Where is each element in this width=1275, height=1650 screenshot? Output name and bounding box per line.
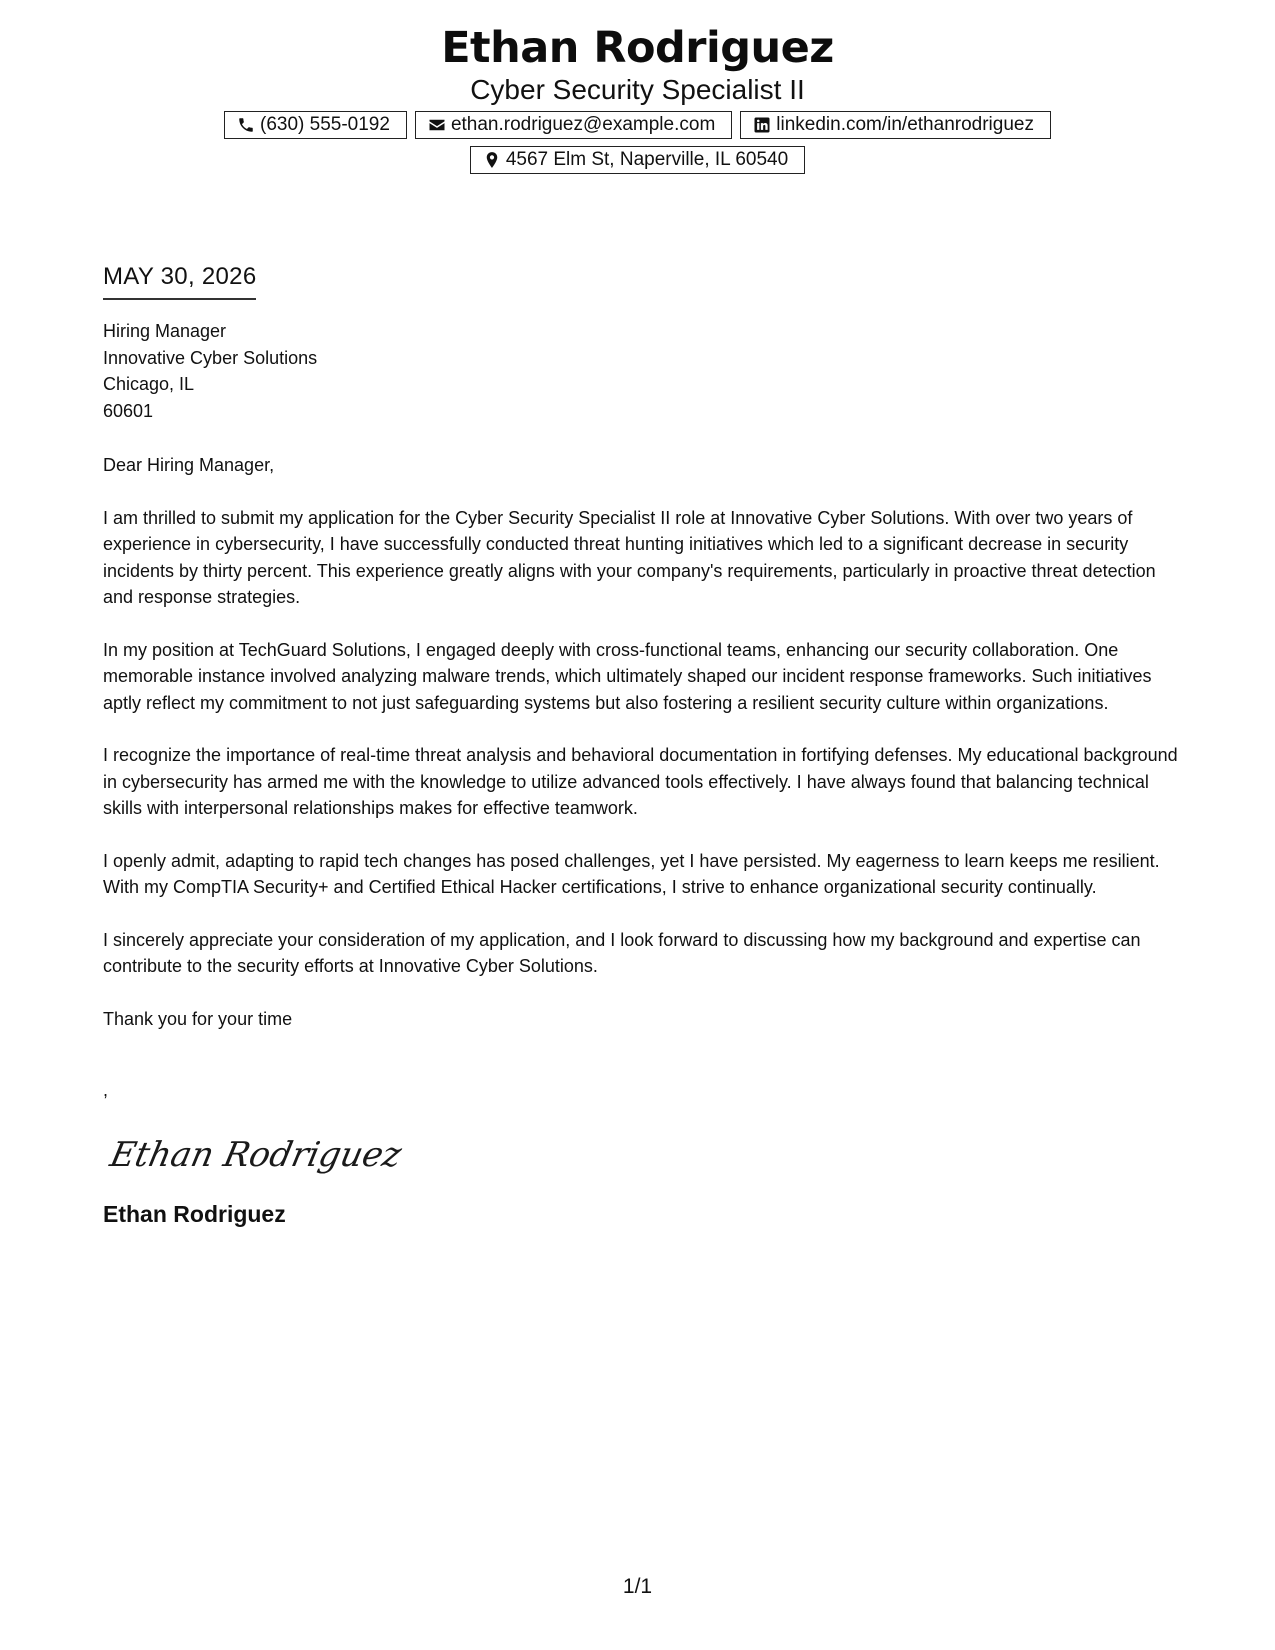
- envelope-icon: [428, 116, 446, 134]
- linkedin-contact[interactable]: [740, 111, 1051, 139]
- recipient-company: Innovative Cyber Solutions: [103, 347, 318, 368]
- letter-header: [0, 22, 1275, 174]
- body-paragraph: I openly admit, adapting to rapid tech changes has posed challenges, yet I have persisted. My eagerness to learn keeps me resilient. With my CompTIA Security+ and Certified Ethical Hacker certifications, I strive to enhance organizational security continually.: [103, 850, 1160, 897]
- letter-body: [103, 262, 1178, 1228]
- salutation: Dear Hiring Manager,: [103, 455, 275, 475]
- phone-contact[interactable]: [224, 111, 407, 139]
- recipient-zip: 60601: [103, 400, 154, 421]
- body-paragraph: I recognize the importance of real-time threat analysis and behavioral documentation in fortifying defenses. My educational background in cybersecurity has armed me with the knowledge to utilize advanced tools effectively. I have always found that balancing technical skills with interpersonal relationships makes for effective teamwork.: [103, 745, 1178, 818]
- linkedin-icon: [753, 116, 771, 134]
- closing-comma: ,: [103, 1080, 109, 1100]
- body-paragraph: I sincerely appreciate your consideration of my application, and I look forward to discussing how my background and expertise can contribute to the security efforts at Innovative Cyber Solutions.: [103, 929, 1141, 976]
- recipient-name: Hiring Manager: [103, 321, 227, 341]
- closing-line: Thank you for your time: [103, 1008, 293, 1029]
- address-contact[interactable]: [470, 146, 805, 174]
- email-text: ethan.rodriguez@example.com: [450, 114, 716, 135]
- job-title: Cyber Security Specialist II: [470, 74, 805, 105]
- linkedin-text: linkedin.com/in/ethanrodriguez: [776, 114, 1034, 135]
- applicant-name: Ethan Rodriguez: [441, 23, 834, 73]
- recipient-city: Chicago, IL: [103, 374, 195, 394]
- body-paragraph: I am thrilled to submit my application for the Cyber Security Specialist II role at Innovative Cyber Solutions. With over two years of experience in cybersecurity, I have successfully conducted threat hunting initiatives which led to a significant decrease in security incidents by thirty percent. This experience greatly aligns with your company's requirements, particularly in proactive threat detection and response strategies.: [103, 507, 1156, 607]
- contact-row-address: [0, 146, 1275, 174]
- phone-text: (630) 555-0192: [260, 114, 390, 135]
- contact-row: [0, 111, 1275, 139]
- body-paragraph: In my position at TechGuard Solutions, I engaged deeply with cross-functional teams, enhancing our security collaboration. One memorable instance involved analyzing malware trends, which ultimately shaped our incident response frameworks. Such initiatives aptly reflect my commitment to not just safeguarding systems but also fostering a resilient security culture within organizations.: [103, 639, 1152, 713]
- page-number: 1/1: [622, 1575, 653, 1598]
- address-text: 4567 Elm St, Naperville, IL 60540: [505, 149, 789, 170]
- svg-text:Ethan Rodriguez: Ethan Rodriguez: [106, 1135, 405, 1175]
- recipient-block: [103, 318, 1178, 424]
- letter-date: MAY 30, 2026: [103, 262, 256, 300]
- phone-icon: [237, 116, 255, 134]
- email-contact[interactable]: [415, 111, 732, 139]
- signer-name: Ethan Rodriguez: [103, 1200, 286, 1227]
- handwritten-signature: [103, 1126, 405, 1182]
- map-marker-icon: [483, 151, 501, 169]
